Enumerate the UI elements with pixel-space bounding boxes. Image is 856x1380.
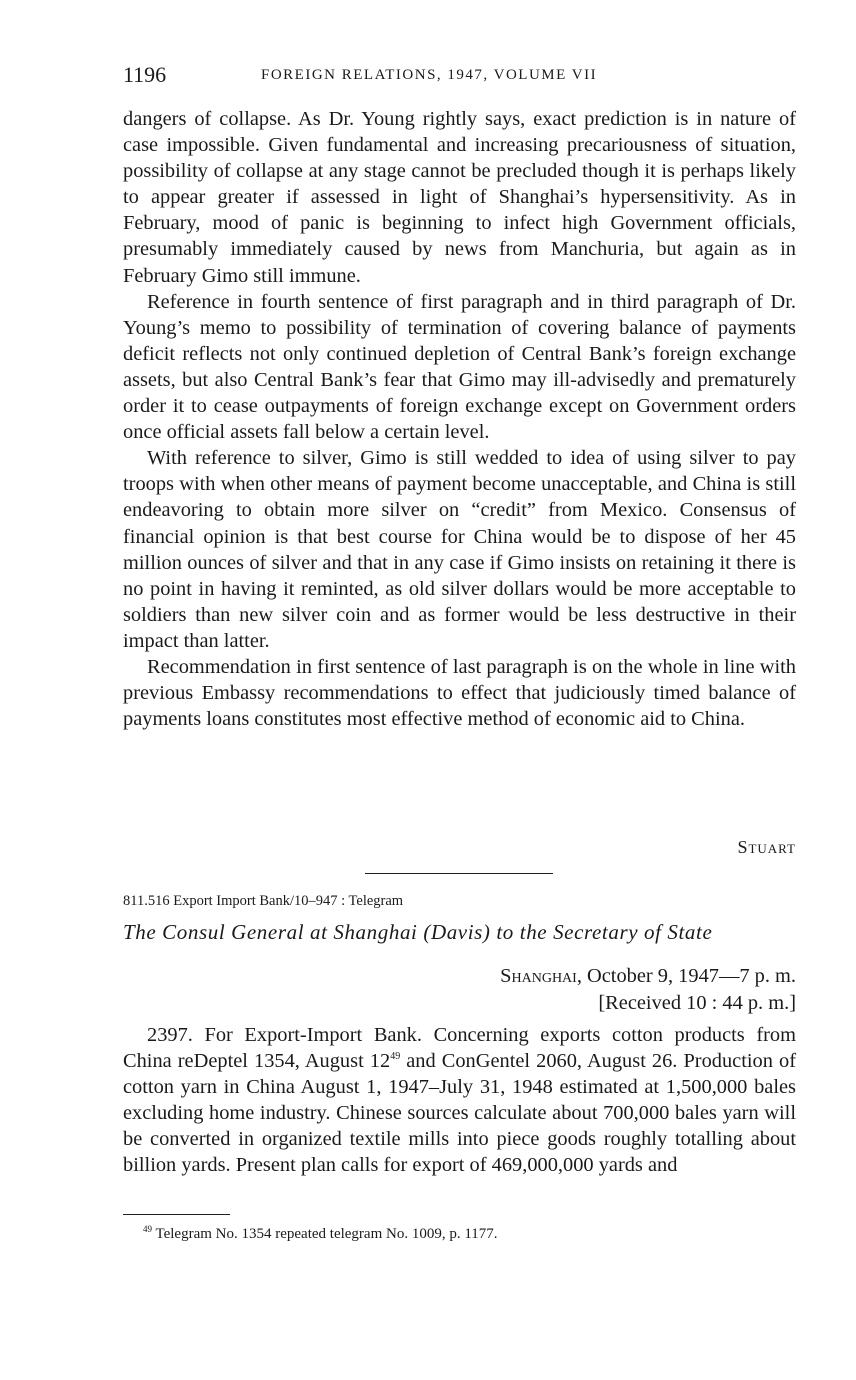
page-number: 1196 xyxy=(123,62,167,87)
footnote-text: Telegram No. 1354 repeated telegram No. 1009, p. 1177. xyxy=(152,1226,498,1242)
dateline-received: [Received 10 : 44 p. m.] xyxy=(598,992,796,1014)
telegram-text-part2: and ConGentel 2060, August 26. Production of cotton yarn in China August 1, 1947–July 31, 1948 estimated at 1,500,000 bales excluding home industry. Chinese sources calculate about 700,000 bales yarn will be converted in organized textile mills into piece goods roughly totalling about billion yards. Present plan calls for export of 469,000,000 yards and xyxy=(123,1050,796,1177)
footnote-reference[interactable]: 49 xyxy=(390,1051,401,1063)
dateline xyxy=(123,963,796,1017)
telegram-text-part1: 2397. For Export-Import Bank. Concerning exports cotton products from China reDeptel 1354, August 12 xyxy=(123,1024,796,1073)
footnote-rule xyxy=(123,1214,230,1215)
dateline-place: Shanghai xyxy=(500,965,577,987)
running-head: FOREIGN RELATIONS, 1947, VOLUME VII xyxy=(261,67,598,83)
file-reference: 811.516 Export Import Bank/10–947 : Telegram xyxy=(123,893,404,909)
telegram-body xyxy=(123,1022,796,1179)
telegram-paragraph xyxy=(123,1022,796,1179)
dateline-date: , October 9, 1947—7 p. m. xyxy=(576,965,796,987)
page-header xyxy=(123,62,796,92)
body-paragraph: dangers of collapse. As Dr. Young rightly says, exact prediction is in nature of case impossible. Given fundamental and increasing precariousness of situation, possibility of collapse at any stage cannot be precluded though it is perhaps likely to appear greater if assessed in light of Shanghai’s hypersensitivity. As in February, mood of panic is beginning to infect high Government officials, presumably immediately caused by news from Manchuria, but again as in February Gimo still immune. xyxy=(123,108,796,287)
body-paragraph: Recommendation in first sentence of last paragraph is on the whole in line with previous Embassy recommendations to effect that judiciously timed balance of payments loans constitutes most effective method of economic aid to China. xyxy=(123,655,796,731)
section-divider xyxy=(365,873,553,874)
body-paragraph: Reference in fourth sentence of first paragraph and in third paragraph of Dr. Young’s memo to possibility of termination of covering balance of payments deficit reflects not only continued depletion of Central Bank’s foreign exchange assets, but also Central Bank’s fear that Gimo may ill-advisedly and prematurely order it to cease outpayments of foreign exchange except on Government orders once official assets fall below a certain level. xyxy=(123,290,796,444)
dateline-sent xyxy=(123,963,796,990)
footnote xyxy=(143,1226,498,1243)
letter-body xyxy=(123,106,796,732)
body-paragraph: With reference to silver, Gimo is still wedded to idea of using silver to pay troops with when other means of payment become unacceptable, and China is still endeavoring to obtain more silver on “credit” from Mexico. Consensus of financial opinion is that best course for China would be to dispose of her 45 million ounces of silver and that in any case if Gimo insists on retaining it there is no point in having it reminted, as old silver dollars would be more acceptable to soldiers than new silver coin and as former would be less destructive in their impact than latter. xyxy=(123,447,796,652)
document-title: The Consul General at Shanghai (Davis) to the Secretary of State xyxy=(123,920,713,944)
footnote-marker: 49 xyxy=(143,1224,152,1234)
signature: Stuart xyxy=(737,837,796,857)
